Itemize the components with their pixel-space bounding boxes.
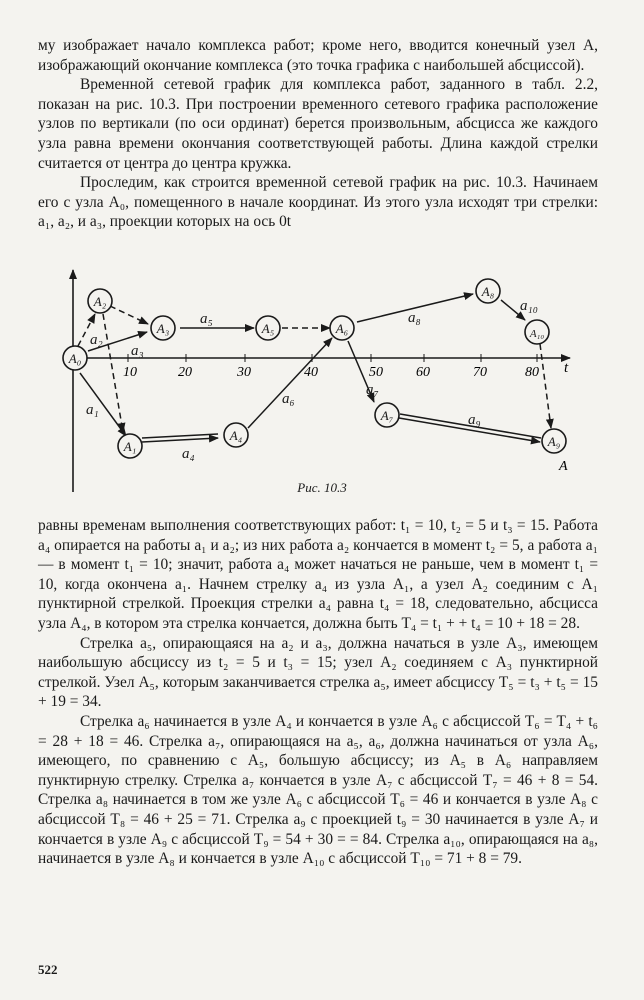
paragraph-2: Временной сетевой график для комплекса работ, заданного в табл. 2.2, показан на рис. 10.3. При построении временного сетевого графика расположение узлов по вертикали (по оси ординат) берется произвольным, абсцисса же каждого узла равна времени окончания соответствующей работы. Длина каждой стрелки считается от центра до центра кружка. — [38, 76, 598, 172]
node-A8 — [476, 279, 500, 303]
svg-text:A₁: A₁ — [123, 439, 137, 454]
node-A5 — [256, 316, 280, 340]
node-A7 — [375, 403, 399, 427]
figure-caption: Рис. 10.3 — [297, 480, 347, 495]
dashed-a2-a1 — [103, 314, 123, 432]
node-A2 — [88, 289, 112, 313]
arrow-a6 — [248, 338, 332, 428]
tick-30: 30 — [237, 365, 251, 380]
svg-text:A₅: A₅ — [261, 321, 275, 336]
end-node-label: A — [559, 459, 568, 474]
paragraph-3: Проследим, как строится временной сетевой график на рис. 10.3. Начинаем его с узла A₀, помещенного в начале координат. Из этого узла исходят три стрелки: a₁, a₂, и a₃, проекции которых на ось 0t — [38, 174, 598, 231]
label-a9: a₉ — [468, 412, 481, 428]
top-text — [38, 36, 598, 232]
svg-text:A₈: A₈ — [481, 284, 495, 299]
tick-80: 80 — [525, 365, 539, 380]
svg-text:A₃: A₃ — [156, 321, 170, 336]
node-A0 — [63, 346, 87, 370]
body-text — [38, 516, 598, 869]
tick-20: 20 — [178, 365, 192, 380]
svg-text:A₆: A₆ — [335, 321, 349, 336]
page-number: 522 — [38, 962, 58, 977]
tick-70: 70 — [473, 365, 487, 380]
node-A4 — [224, 423, 248, 447]
paragraph-5: Стрелка a₅, опирающаяся на a₂ и a₃, должна начаться в узле A₃, имеющем наибольшую абсциссу из t₂ = 5 и t₃ = 15; узел A₂ соединяем с A₃ пунктирной стрелкой. Узел A₅, которым заканчивается стрелка a₅, имеет абсциссу T₅ = t₃ + t₅ = 15 + 19 = 34. — [38, 634, 598, 711]
node-A1 — [118, 434, 142, 458]
label-a7: a₇ — [366, 382, 379, 398]
svg-text:A₂: A₂ — [93, 294, 107, 309]
label-a4: a₄ — [182, 446, 195, 462]
label-a6: a₆ — [282, 391, 295, 407]
label-a5: a₅ — [200, 311, 213, 327]
tick-40: 40 — [304, 365, 318, 380]
dashed-a2-a3 — [110, 306, 148, 324]
paragraph-6: Стрелка a₆ начинается в узле A₄ и кончается в узле A₆ с абсциссой T₆ = T₄ + t₆ = 28 + 18 = 46. Стрелка a₇, опирающаяся на a₅, a₆, должна начинаться от узла A₆, имеющего, по сравнению с A₅, большую абсциссу; из A₅ в A₆ направляем пунктирную стрелку. Стрелка a₇ кончается в узле A₇ с абсциссой T₇ = 46 + 8 = 54. Стрелка a₈ начинается в том же узле A₆ с абсциссой T₆ = 46 и кончается в узле A₈ с абсциссой T₈ = 46 + 25 = 71. Стрелка a₉ с проекцией t₉ = 30 начинается в узле A₇ и кончается в узле A₉ с абсциссой T₉ = 54 + 30 = = 84. Стрелка a₁₀, опирающаяся на a₈, начинается в узле A₈ и кончается в узле A₁₀ с абсциссой T₁₀ = 71 + 8 = 79. — [38, 712, 598, 868]
svg-text:A₄: A₄ — [229, 428, 243, 443]
node-A10 — [525, 320, 549, 344]
label-a8: a₈ — [408, 310, 421, 326]
arrow-a4 — [142, 434, 218, 442]
paragraph-1: му изображает начало комплекса работ; кроме него, вводится конечный узел A, изображающий окончание комплекса (это точка графика с наибольшей абсциссой). — [38, 37, 598, 74]
label-a2: a₂ — [90, 332, 103, 348]
label-a3: a₃ — [131, 343, 144, 359]
tick-60: 60 — [416, 365, 430, 380]
label-a10: a₁₀ — [520, 298, 538, 314]
node-A3 — [151, 316, 175, 340]
tick-10: 10 — [123, 365, 137, 380]
svg-text:A₉: A₉ — [547, 434, 561, 449]
svg-text:A₀: A₀ — [68, 351, 82, 366]
tick-50: 50 — [369, 365, 383, 380]
svg-text:A₁₀: A₁₀ — [529, 328, 545, 340]
node-A6 — [330, 316, 354, 340]
network-diagram — [50, 262, 590, 502]
dashed-a10-a9 — [540, 344, 551, 428]
svg-text:A₇: A₇ — [380, 408, 394, 423]
t-axis-label: t — [564, 360, 569, 376]
node-A9 — [542, 429, 566, 453]
label-a1: a₁ — [86, 402, 99, 418]
paragraph-4: равны временам выполнения соответствующих работ: t₁ = 10, t₂ = 5 и t₃ = 15. Работа a₄ опирается на работы a₁ и a₂; из них работа a₂ кончается в момент t₂ = 5, а работа a₁ — в момент t₁ = 10; значит, работа a₄ может начаться не раньше, чем в момент t₁ = 10, когда окончена a₁. Начнем стрелку a₄ из узла A₁, а узел A₂ соединим с A₁ пунктирной стрелкой. Проекция стрелки a₄ равна t₄ = 18, следовательно, абсцисса узла A₄, в котором эта стрелка кончается, должна быть T₄ = t₁ + + t₄ = 10 + 18 = 28. — [38, 517, 598, 632]
